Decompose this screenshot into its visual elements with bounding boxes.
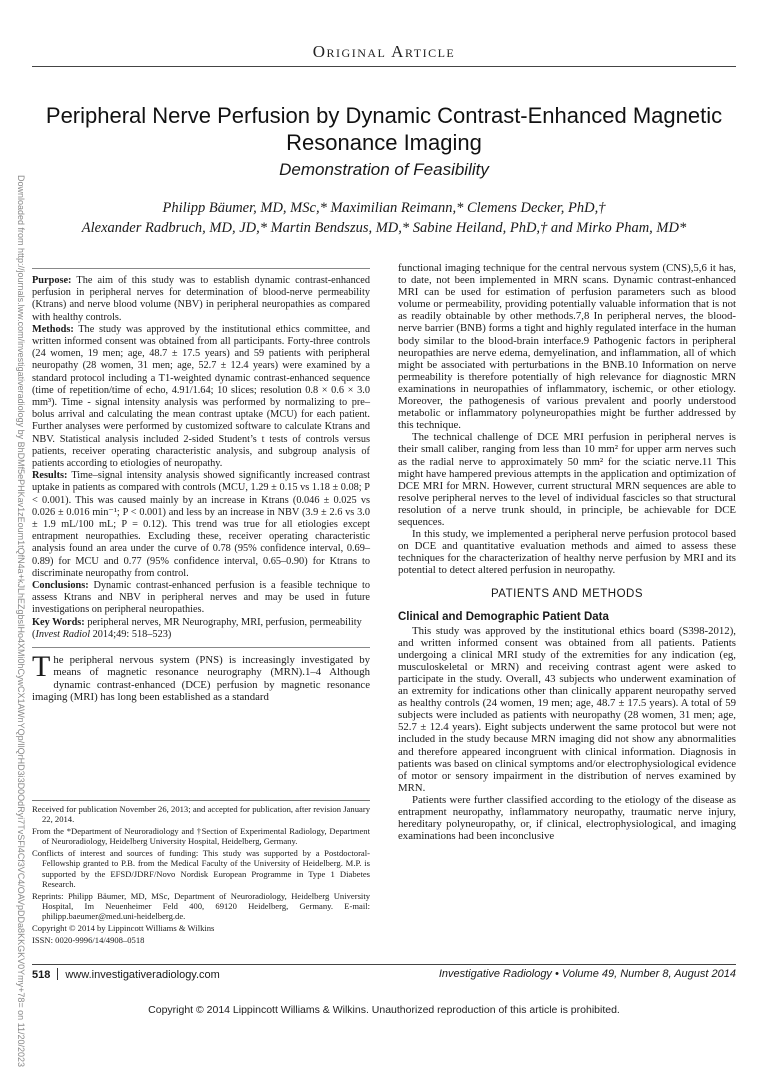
copyright-notice: Copyright © 2014 Lippincott Williams & Wilkins. Unauthorized reproduction of this article is prohibited. (148, 1004, 620, 1016)
authors-line-1: Philipp Bäumer, MD, MSc,* Maximilian Reimann,* Clemens Decker, PhD,† (162, 200, 606, 216)
footer-bullet: • (555, 968, 559, 980)
abstract-results (32, 470, 370, 580)
intro-text: he peripheral nervous system (PNS) is increasingly investigated by means of magnetic resonance neurography (MRN).1–4 Although dynamic contrast-enhanced (DCE) perfusion by magnetic resonance imaging (MRI) has long been established as a standard (32, 654, 370, 703)
conclusions-text: Dynamic contrast-enhanced perfusion is a feasible technique to assess Ktrans and NBV in peripheral nerves and may be used in future investigations on peripheral neuropathies. (32, 580, 370, 616)
article-subtitle: Demonstration of Feasibility (279, 160, 489, 179)
intro-paragraph (32, 650, 370, 703)
authors-line-2: Alexander Radbruch, MD, JD,* Martin Bendszus, MD,* Sabine Heiland, PhD,† and Mirko Pham, MD* (81, 220, 687, 236)
journal-name: Investigative Radiology (438, 968, 552, 980)
section-heading: PATIENTS AND METHODS (490, 588, 644, 601)
volume-info: Volume 49, Number 8, August 2014 (561, 968, 736, 980)
abstract-conclusions (32, 580, 370, 617)
body-paragraph-2: The technical challenge of DCE MRI perfusion in peripheral nerves is their small caliber, ranging from less than 10 mm² for upper arm nerves such as the radial nerve to approximately 50 mm² for the sciatic nerve.11 This might have hampered previous attempts in the application and optimization of DCE MRI for MRN. However, current structural MRN sequences are able to resolve peripheral nerves to the level of individual fascicles so that structural resolution of a nerve trunk should, in principle, be achievable for DCE sequences. (398, 431, 736, 528)
abstract (32, 275, 370, 641)
abstract-top-rule (32, 268, 370, 269)
citation-journal: Invest Radiol (35, 628, 91, 640)
watermark-text: Downloaded from http://journals.lww.com/investigativeradiology by BhDMf5ePHKav1zEoum1tQfN4a+kJLhEZgbsIHo4XMi0hCywCX1AWnYQp/IlQrHD3i3D0OdRyi7TvSFl4Cf3VC4/OAVpDDa8KKGKV0Ymy+78= on 11/20/2023 (16, 175, 26, 1067)
subsection-heading: Clinical and Demographic Patient Data (398, 610, 609, 623)
methods-text: The study was approved by the institutional ethics committee, and written informed consent was obtained from all participants. Forty-three controls (24 women, 19 men; age, 48.7 ± 17.5 years) and 59 patients with peripheral neuropathy (28 women, 31 men; age, 52.7 ± 12.4 years) were examined by a standard protocol including a T1-weighted dynamic contrast-enhanced sequence (time of repetition/time of echo, 4.91/1.64; 10 slices; resolution 0.8 × 0.6 × 3.0 mm³). Time - signal intensity analysis was performed by normalizing to pre–bolus arrival and calculating the mean contrast uptake (MCU) for each patient. Further analyses were performed by customized software to calculate Ktrans and NBV. Statistical analysis included 2-sided Student’s t tests of controls versus patients, receiver operating characteristic analysis, and subgroup analysis of patients according to etiologies of neuropathy. (32, 323, 371, 470)
right-column (398, 262, 736, 842)
body-paragraph-4: This study was approved by the institutional ethics board (S398-2012), and written informed consent was obtained from all patients. Patients undergoing a clinical MRI study of the extremities for any indication (eg, musculoskeletal or MRN) and receiving contrast agent were asked to participate in the study. Overall, 43 subjects who underwent examination of an extremity for indications other than clinically apparent neuropathy served as healthy controls (24 women, 19 men; age, 48.7 ± 17.5 years). A total of 59 subjects were included as patients with neuropathy (28 women, 31 men; age, 52.7 ± 12.4 years). Eight subjects underwent the same protocol but were not included in the study because MRN imaging did not show any abnormalities and therefore appeared incongruent with clinical information. Diagnosis in patients was based on clinical symptoms and/or electrophysiological evidence of motor or sensory impairment in the distribution of nerves examined by MRN. (398, 624, 736, 794)
footer-right (439, 968, 736, 980)
footer-divider (57, 968, 58, 980)
dropcap-letter: T (32, 650, 51, 684)
keywords (32, 617, 370, 629)
left-column (32, 262, 370, 703)
footnote-affiliations: From the *Department of Neuroradiology and †Section of Experimental Radiology, Department of Neuroradiology, Heidelberg University Hospital, Heidelberg, Germany. (32, 826, 370, 847)
keywords-label: Key Words: (32, 616, 85, 628)
footnote-received: Received for publication November 26, 2013; and accepted for publication, after revision January 22, 2014. (32, 804, 370, 825)
purpose-label: Purpose: (32, 275, 72, 286)
conclusions-label: Conclusions: (32, 580, 89, 592)
abstract-methods (32, 324, 370, 470)
footnote-funding: Conflicts of interest and sources of funding: This study was supported by a Postdoctoral-Fellowship granted to P.B. from the Medical Faculty of the University of Heidelberg. M.P. is supported by the EFSD/JDRF/Novo Nordisk European Programme in Type 1 Diabetes Research. (32, 848, 370, 889)
author-list (20, 198, 748, 238)
purpose-text: The aim of this study was to establish dynamic contrast-enhanced perfusion in peripheral nerves for determination of blood-nerve permeability (Ktrans) and nerve blood volume (NBV) in peripheral neuropathies as compared with healthy controls. (32, 275, 371, 323)
page-number: 518 (32, 969, 51, 981)
body-paragraph-1: functional imaging technique for the central nervous system (CNS),5,6 it has, to date, not been implemented in MRN scans. Dynamic contrast-enhanced MRI can be used for estimation of perfusion parameters such as blood volume or permeability, providing potentially valuable information that is not as readily obtainable by other methods.7,8 In peripheral nerves, the blood-nerve barrier (BNB) forms a tight and highly regulated interface in the human body similar to the blood-brain interface.9 Pathogenic factors in peripheral neuropathies are nerve edema, demyelination, and inflammation, all of which might be associated with perturbations in the BNB.10 Information on nerve permeability is therefore potentially of high relevance for diagnostic MRN examinations in neuropathies of inflammatory, ischemic, or other etiology. Moreover, the pathogenesis of various prevalent and poorly understood metabolic or inflammatory polyneuropathies might be further addressed by this technique. (398, 262, 736, 432)
header-rule (32, 66, 736, 67)
body-paragraph-5: Patients were further classified according to the etiology of the disease as entrapment neuropathy, inflammatory neuropathy, traumatic nerve injury, hereditary polyneuropathy, or, if clinical, electrophysiological, and imaging examinations had been inconclusive (398, 793, 736, 843)
footnote-copyright: Copyright © 2014 by Lippincott Williams & Wilkins (32, 923, 215, 934)
keywords-text: peripheral nerves, MR Neurography, MRI, perfusion, permeability (87, 616, 362, 628)
footer-left (32, 968, 220, 981)
journal-website-link[interactable]: www.investigativeradiology.com (65, 969, 220, 981)
footer-rule (32, 964, 736, 965)
body-paragraph-3: In this study, we implemented a peripheral nerve perfusion protocol based on DCE and quantitative evaluation methods and aimed to assess these techniques for the characterization of healthy nerve perfusion by MRI and its potential to detect altered perfusion in neuropathy. (398, 528, 736, 577)
citation-details: 2014;49: 518–523) (90, 628, 172, 640)
results-text: Time–signal intensity analysis showed significantly increased contrast uptake in patients as compared with controls (MCU, 1.29 ± 0.15 vs 1.18 ± 0.08; P < 0.001). This was caused mainly by an increase in Ktrans (0.046 ± 0.025 vs 0.026 ± 0.016 min⁻¹; P < 0.001) and less by an increase in NBV (3.9 ± 2.6 vs 3.0 ± 1.9 mL/100 mL; P = 0.12). This trend was true for all etiologies except entrapment neuropathies. Excluding these, receiver operating characteristic analysis found an area under the curve of 0.78 (95% confidence interval, 0.69–0.89) for MCU and 0.77 (95% confidence interval, 0.65–0.90) for Ktrans to discriminate neuropathy from control. (32, 470, 371, 579)
results-label: Results: (32, 470, 68, 482)
section-label: Original Article (312, 42, 456, 61)
article-title: Peripheral Nerve Perfusion by Dynamic Contrast-Enhanced Magnetic Resonance Imaging (45, 103, 723, 155)
abstract-purpose (32, 275, 370, 324)
citation: (Invest Radiol 2014;49: 518–523) (32, 628, 172, 640)
footnote-reprints: Reprints: Philipp Bäumer, MD, MSc, Department of Neuroradiology, Heidelberg University Hospital, Im Neuenheimer Feld 400, 69120 Heidelberg, Germany. E-mail: philipp.baeumer@med.uni-heidelberg.de. (32, 890, 370, 921)
footnote-issn: ISSN: 0020-9996/14/4908–0518 (32, 935, 145, 946)
footnotes (32, 800, 370, 947)
download-watermark (2, 175, 30, 1067)
abstract-bottom-rule (32, 647, 370, 648)
methods-label: Methods: (32, 323, 74, 335)
